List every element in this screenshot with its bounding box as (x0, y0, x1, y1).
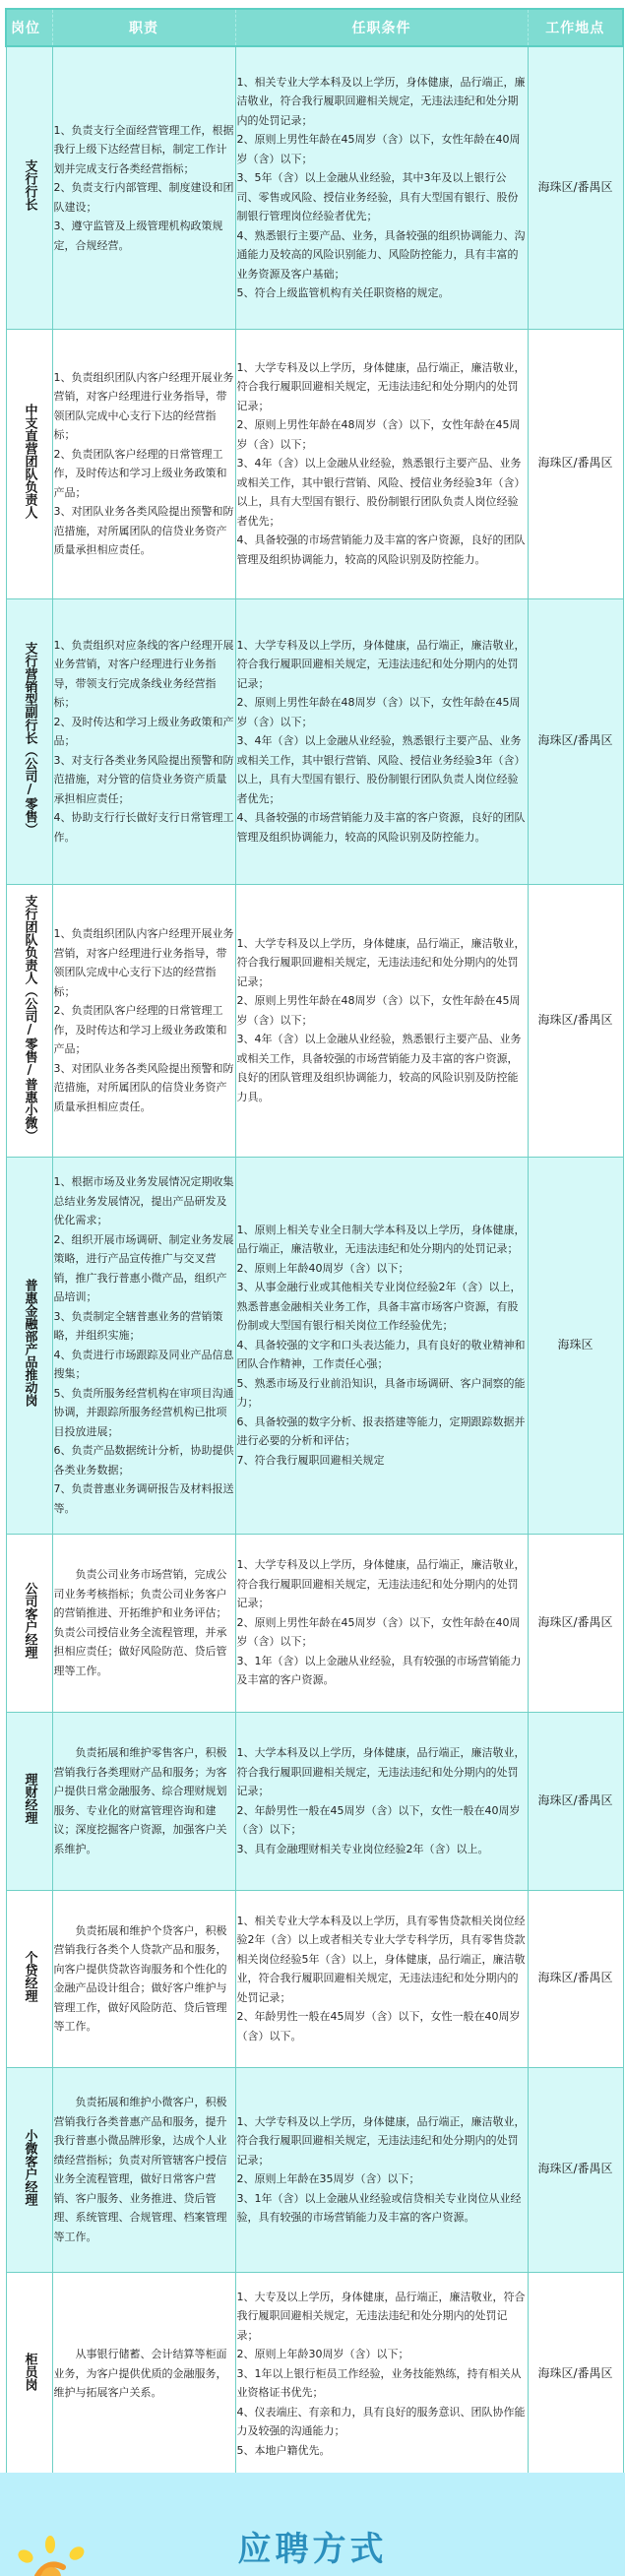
duties-cell: 从事银行储蓄、会计结算等柜面业务，为客户提供优质的金融服务，维护与拓展客户关系。 (52, 2272, 235, 2476)
position-cell: 普惠金融部产品推动岗 (6, 1157, 52, 1534)
duties-cell: 负责公司业务市场营销，完成公司业务考核指标；负责公司业务客户的营销推进、开拓维护和业务评估；负责公司授信业务全流程管理，并承担相应责任；做好风险防范、贷后管理等工作。 (52, 1534, 235, 1712)
table-row (6, 1712, 623, 1890)
location-cell: 海珠区 (528, 1157, 623, 1534)
table-row (6, 46, 623, 329)
location-cell: 海珠区/番禺区 (528, 46, 623, 329)
duties-cell: 1、负责组织团队内客户经理开展业务营销，对客户经理进行业务指导，带领团队完成中心支行下达的经营指标； 2、负责团队客户经理的日常管理工作，及时传达和学习上级业务政策和产品； 3、对团队业务各类风险提出预警和防范措施，对所属团队的信贷业务资产质量承担相应责任。 (52, 329, 235, 598)
job-table (5, 8, 624, 2477)
duties-cell: 负责拓展和维护个贷客户，积极营销我行各类个人贷款产品和服务，向客户提供贷款咨询服务和个性化的金融产品设计组合；做好客户维护与管理工作，做好风险防范、贷后管理等工作。 (52, 1890, 235, 2067)
requirements-cell: 1、大学专科及以上学历，身体健康，品行端正，廉洁敬业，符合我行履职回避相关规定，无违法违纪和处分期内的处罚记录； 2、原则上男性年龄在48周岁（含）以下，女性年龄在45周岁（含）以下； 3、4年（含）以上金融从业经验，熟悉银行主要产品、业务或相关工作，其中银行营销、风险、授信业务经验3年（含）以上，具有大型国有银行、股份制银行团队负责人岗位经验者优先； 4、具备较强的市场营销能力及丰富的客户资源，良好的团队管理及组织协调能力，较高的风险识别及防控能力。 (235, 329, 528, 598)
header-duties: 职责 (52, 9, 235, 46)
job-table-container (5, 8, 622, 2477)
header-location: 工作地点 (528, 9, 623, 46)
section-title: 应聘方式 (237, 2530, 388, 2569)
requirements-cell: 1、大学专科及以上学历，身体健康，品行端正，廉洁敬业，符合我行履职回避相关规定，无违法违纪和处分期内的处罚记录； 2、原则上男性年龄在48周岁（含）以下，女性年龄在45周岁（含）以下； 3、4年（含）以上金融从业经验，熟悉银行主要产品、业务或相关工作，具备较强的市场营销能力及丰富的客户资源，良好的团队管理及组织协调能力，较高的风险识别及防控能力具。 (235, 884, 528, 1157)
duties-cell: 1、负责组织对应条线的客户经理开展业务营销，对客户经理进行业务指导，带领支行完成条线业务经营指标； 2、及时传达和学习上级业务政策和产品； 3、对支行各类业务风险提出预警和防范措施，对分管的信贷业务资产质量承担相应责任； 4、协助支行行长做好支行日常管理工作。 (52, 598, 235, 884)
table-row (6, 1534, 623, 1712)
application-method-section (0, 2473, 625, 2576)
requirements-cell: 1、大学本科及以上学历，身体健康，品行端正，廉洁敬业，符合我行履职回避相关规定，无违法违纪和处分期内的处罚记录； 2、年龄男性一般在45周岁（含）以下，女性一般在40周岁（含）以下； 3、具有金融理财相关专业岗位经验2年（含）以上。 (235, 1712, 528, 1890)
requirements-cell: 1、大专及以上学历，身体健康，品行端正，廉洁敬业，符合我行履职回避相关规定，无违法违纪和处分期内的处罚记录； 2、原则上年龄30周岁（含）以下； 3、1年以上银行柜员工作经验，业务技能熟练，持有相关从业资格证书优先； 4、仪表端庄、有亲和力，具有良好的服务意识、团队协作能力及较强的沟通能力； 5、本地户籍优先。 (235, 2272, 528, 2476)
duties-cell: 负责拓展和维护小微客户，积极营销我行各类普惠产品和服务，提升我行普惠小微品牌形象，达成个人业绩经营指标；负责对所管辖客户授信业务全流程管理，做好日常客户营销、客户服务、业务推进、贷后管理、系统管理、合规管理、档案管理等工作。 (52, 2067, 235, 2272)
position-cell: 中支直营团队负责人 (6, 329, 52, 598)
table-row (6, 1890, 623, 2067)
header-requirements: 任职条件 (235, 9, 528, 46)
location-cell: 海珠区/番禺区 (528, 598, 623, 884)
table-row (6, 2272, 623, 2476)
position-cell: 个贷经理 (6, 1890, 52, 2067)
location-cell: 海珠区/番禺区 (528, 884, 623, 1157)
duties-cell: 1、负责支行全面经营管理工作，根据我行上级下达经营目标，制定工作计划并完成支行各类经营指标； 2、负责支行内部管理、制度建设和团队建设； 3、遵守监管及上级管理机构政策规定，合规经营。 (52, 46, 235, 329)
position-cell: 支行行长 (6, 46, 52, 329)
position-cell: 支行营销型副行长（公司/零售） (6, 598, 52, 884)
requirements-cell: 1、大学专科及以上学历，身体健康，品行端正，廉洁敬业，符合我行履职回避相关规定，无违法违纪和处分期内的处罚记录； 2、原则上男性年龄在48周岁（含）以下，女性年龄在45周岁（含）以下； 3、4年（含）以上金融从业经验，熟悉银行主要产品、业务或相关工作，其中银行营销、风险、授信业务经验3年（含）以上，具有大型国有银行、股份制银行团队负责人岗位经验者优先； 4、具备较强的市场营销能力及丰富的客户资源，良好的团队管理及组织协调能力，较高的风险识别及防控能力。 (235, 598, 528, 884)
position-cell: 公司客户经理 (6, 1534, 52, 1712)
position-cell: 支行团队负责人（公司/零售/普惠小微） (6, 884, 52, 1157)
position-cell: 柜员岗 (6, 2272, 52, 2476)
position-cell: 小微客户经理 (6, 2067, 52, 2272)
requirements-cell: 1、原则上相关专业全日制大学本科及以上学历，身体健康，品行端正，廉洁敬业，无违法违纪和处分期内的处罚记录； 2、原则上年龄40周岁（含）以下； 3、从事金融行业或其他相关专业岗位经验2年（含）以上，熟悉普惠金融相关业务工作，具备丰富市场客户资源，有股份制或大型国有银行相关岗位工作经验优先； 4、具备较强的文字和口头表达能力，具有良好的敬业精神和团队合作精神，工作责任心强； 5、熟悉市场及行业前沿知识，具备市场调研、客户洞察的能力； 6、具备较强的数字分析、报表搭建等能力，定期跟踪数据并进行必要的分析和评估； 7、符合我行履职回避相关规定 (235, 1157, 528, 1534)
duties-cell: 1、负责组织团队内客户经理开展业务营销，对客户经理进行业务指导，带领团队完成中心支行下达的经营指标； 2、负责团队客户经理的日常管理工作，及时传达和学习上级业务政策和产品； 3、对团队业务各类风险提出预警和防范措施，对所属团队的信贷业务资产质量承担相应责任。 (52, 884, 235, 1157)
requirements-cell: 1、相关专业大学本科及以上学历，具有零售贷款相关岗位经验2年（含）以上或者相关专业大学专科学历，具有零售贷款相关岗位经验5年（含）以上，身体健康，品行端正，廉洁敬业，符合我行履职回避相关规定，无违法违纪和处分期内的处罚记录； 2、年龄男性一般在45周岁（含）以下，女性一般在40周岁（含）以下。 (235, 1890, 528, 2067)
position-cell: 理财经理 (6, 1712, 52, 1890)
requirements-cell: 1、大学专科及以上学历，身体健康，品行端正，廉洁敬业，符合我行履职回避相关规定，无违法违纪和处分期内的处罚记录； 2、原则上男性年龄在45周岁（含）以下，女性年龄在40周岁（含）以下； 3、1年（含）以上金融从业经验，具有较强的市场营销能力及丰富的客户资源。 (235, 1534, 528, 1712)
location-cell: 海珠区/番禺区 (528, 1890, 623, 2067)
location-cell: 海珠区/番禺区 (528, 1534, 623, 1712)
header-position: 岗位 (6, 9, 52, 46)
table-row (6, 329, 623, 598)
table-header-row (6, 9, 623, 46)
location-cell: 海珠区/番禺区 (528, 2067, 623, 2272)
location-cell: 海珠区/番禺区 (528, 329, 623, 598)
requirements-cell: 1、相关专业大学本科及以上学历，身体健康，品行端正，廉洁敬业，符合我行履职回避相关规定，无违法违纪和处分期内的处罚记录； 2、原则上男性年龄在45周岁（含）以下，女性年龄在40周岁（含）以下； 3、5年（含）以上金融从业经验，其中3年及以上银行公司、零售或风险、授信业务经验，具有大型国有银行、股份制银行管理岗位经验者优先； 4、熟悉银行主要产品、业务，具备较强的组织协调能力、沟通能力及较高的风险识别能力、风险防控能力，具有丰富的业务资源及客户基础； 5、符合上级监管机构有关任职资格的规定。 (235, 46, 528, 329)
duties-cell: 负责拓展和维护零售客户，积极营销我行各类理财产品和服务；为客户提供日常金融服务、综合理财规划服务、专业化的财富管理咨询和建议；深度挖掘客户资源，加强客户关系维护。 (52, 1712, 235, 1890)
location-cell: 海珠区/番禺区 (528, 1712, 623, 1890)
table-row (6, 2067, 623, 2272)
table-row (6, 1157, 623, 1534)
table-row (6, 598, 623, 884)
location-cell: 海珠区/番禺区 (528, 2272, 623, 2476)
table-row (6, 884, 623, 1157)
duties-cell: 1、根据市场及业务发展情况定期收集总结业务发展情况，提出产品研发及优化需求； 2、组织开展市场调研、制定业务发展策略，进行产品宣传推广与交叉营销，推广我行普惠小微产品，组织产品培训； 3、负责制定全辖普惠业务的营销策略，并组织实施； 4、负责进行市场跟踪及同业产品信息搜集； 5、负责所服务经营机构在审项目沟通协调，并跟踪所服务经营机构已批项目投放进展； 6、负责产品数据统计分析，协助提供各类业务数据； 7、负责普惠业务调研报告及材料报送等。 (52, 1157, 235, 1534)
requirements-cell: 1、大学专科及以上学历，身体健康，品行端正，廉洁敬业，符合我行履职回避相关规定，无违法违纪和处分期内的处罚记录； 2、原则上年龄在35周岁（含）以下； 3、1年（含）以上金融从业经验或信贷相关专业岗位从业经验，具有较强的市场营销能力及丰富的客户资源。 (235, 2067, 528, 2272)
